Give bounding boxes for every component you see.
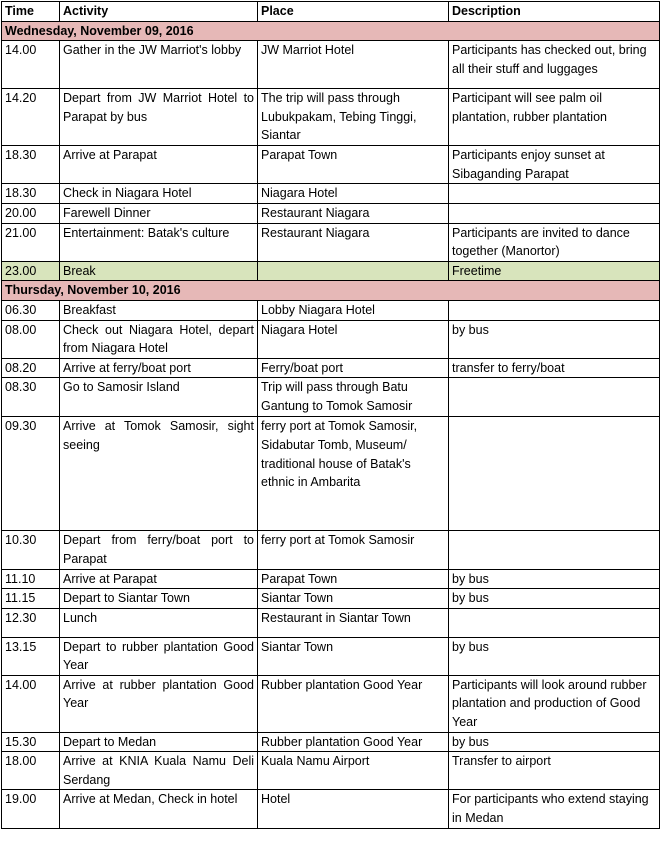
header-activity: Activity — [60, 2, 258, 22]
table-row — [2, 752, 660, 790]
cell-place: Niagara Hotel — [258, 184, 449, 204]
cell-description: by bus — [449, 732, 660, 752]
day-header: Thursday, November 10, 2016 — [2, 281, 660, 301]
cell-time: 14.00 — [2, 675, 60, 732]
cell-activity: Gather in the JW Marriot's lobby — [60, 41, 258, 89]
cell-time: 06.30 — [2, 300, 60, 320]
cell-place: Restaurant Niagara — [258, 223, 449, 261]
cell-description: by bus — [449, 569, 660, 589]
cell-place: ferry port at Tomok Samosir, Sidabutar Tomb, Museum/ traditional house of Batak's ethnic in Ambarita — [258, 417, 449, 531]
table-row — [2, 41, 660, 89]
table-row — [2, 531, 660, 569]
cell-time: 08.20 — [2, 358, 60, 378]
cell-time: 19.00 — [2, 790, 60, 829]
cell-activity: Arrive at ferry/boat port — [60, 358, 258, 378]
cell-place: Rubber plantation Good Year — [258, 732, 449, 752]
cell-time: 11.15 — [2, 589, 60, 609]
header-description: Description — [449, 2, 660, 22]
cell-activity: Arrive at rubber plantation Good Year — [60, 675, 258, 732]
cell-place: Restaurant Niagara — [258, 203, 449, 223]
cell-description: Participant will see palm oil plantation, rubber plantation — [449, 89, 660, 146]
cell-time: 18.30 — [2, 184, 60, 204]
cell-activity: Go to Samosir Island — [60, 378, 258, 417]
cell-description — [449, 417, 660, 531]
cell-place: Parapat Town — [258, 146, 449, 184]
cell-description: by bus — [449, 637, 660, 675]
table-row — [2, 358, 660, 378]
cell-activity: Arrive at Tomok Samosir, sight seeing — [60, 417, 258, 531]
cell-place: Trip will pass through Batu Gantung to Tomok Samosir — [258, 378, 449, 417]
table-row — [2, 378, 660, 417]
header-row — [2, 2, 660, 22]
table-row — [2, 608, 660, 637]
cell-description: Transfer to airport — [449, 752, 660, 790]
table-row — [2, 89, 660, 146]
cell-description — [449, 300, 660, 320]
cell-description: Participants are invited to dance together (Manortor) — [449, 223, 660, 261]
cell-time: 18.00 — [2, 752, 60, 790]
cell-time: 14.20 — [2, 89, 60, 146]
cell-time: 20.00 — [2, 203, 60, 223]
cell-time: 12.30 — [2, 608, 60, 637]
cell-activity: Depart from ferry/boat port to Parapat — [60, 531, 258, 569]
table-row — [2, 300, 660, 320]
cell-place — [258, 261, 449, 281]
cell-place: Parapat Town — [258, 569, 449, 589]
cell-place: Kuala Namu Airport — [258, 752, 449, 790]
table-row — [2, 637, 660, 675]
cell-time: 13.15 — [2, 637, 60, 675]
cell-description: Freetime — [449, 261, 660, 281]
cell-activity: Arrive at Parapat — [60, 146, 258, 184]
cell-time: 15.30 — [2, 732, 60, 752]
cell-activity: Farewell Dinner — [60, 203, 258, 223]
table-row — [2, 184, 660, 204]
cell-activity: Entertainment: Batak's culture — [60, 223, 258, 261]
cell-time: 11.10 — [2, 569, 60, 589]
table-row — [2, 203, 660, 223]
cell-place: Hotel — [258, 790, 449, 829]
cell-description — [449, 203, 660, 223]
cell-activity: Lunch — [60, 608, 258, 637]
cell-activity: Depart from JW Marriot Hotel to Parapat by bus — [60, 89, 258, 146]
table-row — [2, 732, 660, 752]
cell-place: Lobby Niagara Hotel — [258, 300, 449, 320]
cell-description: by bus — [449, 589, 660, 609]
table-row — [2, 569, 660, 589]
table-row — [2, 261, 660, 281]
table-row — [2, 675, 660, 732]
cell-place: Rubber plantation Good Year — [258, 675, 449, 732]
cell-description: Participants will look around rubber plantation and production of Good Year — [449, 675, 660, 732]
header-time: Time — [2, 2, 60, 22]
cell-description — [449, 184, 660, 204]
day-header-row — [2, 21, 660, 41]
cell-description — [449, 531, 660, 569]
cell-time: 18.30 — [2, 146, 60, 184]
cell-place: Restaurant in Siantar Town — [258, 608, 449, 637]
day-header-row — [2, 281, 660, 301]
table-row — [2, 589, 660, 609]
cell-activity: Check out Niagara Hotel, depart from Niagara Hotel — [60, 320, 258, 358]
cell-time: 21.00 — [2, 223, 60, 261]
cell-activity: Check in Niagara Hotel — [60, 184, 258, 204]
cell-activity: Depart to rubber plantation Good Year — [60, 637, 258, 675]
cell-time: 10.30 — [2, 531, 60, 569]
cell-activity: Depart to Medan — [60, 732, 258, 752]
cell-time: 14.00 — [2, 41, 60, 89]
cell-activity: Breakfast — [60, 300, 258, 320]
cell-time: 08.30 — [2, 378, 60, 417]
table-row — [2, 320, 660, 358]
cell-place: Siantar Town — [258, 637, 449, 675]
cell-place: Siantar Town — [258, 589, 449, 609]
cell-activity: Depart to Siantar Town — [60, 589, 258, 609]
cell-time: 08.00 — [2, 320, 60, 358]
cell-activity: Arrive at Medan, Check in hotel — [60, 790, 258, 829]
cell-place: The trip will pass through Lubukpakam, Tebing Tinggi, Siantar — [258, 89, 449, 146]
cell-description — [449, 608, 660, 637]
cell-description: transfer to ferry/boat — [449, 358, 660, 378]
header-place: Place — [258, 2, 449, 22]
cell-description: Participants enjoy sunset at Sibaganding Parapat — [449, 146, 660, 184]
day-header: Wednesday, November 09, 2016 — [2, 21, 660, 41]
cell-place: Niagara Hotel — [258, 320, 449, 358]
cell-description: by bus — [449, 320, 660, 358]
cell-time: 23.00 — [2, 261, 60, 281]
itinerary-body — [2, 21, 660, 829]
table-row — [2, 223, 660, 261]
cell-time: 09.30 — [2, 417, 60, 531]
cell-description: Participants has checked out, bring all their stuff and luggages — [449, 41, 660, 89]
table-row — [2, 417, 660, 531]
itinerary-table — [1, 1, 660, 829]
cell-place: Ferry/boat port — [258, 358, 449, 378]
cell-activity: Arrive at Parapat — [60, 569, 258, 589]
cell-description — [449, 378, 660, 417]
cell-activity: Arrive at KNIA Kuala Namu Deli Serdang — [60, 752, 258, 790]
cell-description: For participants who extend staying in Medan — [449, 790, 660, 829]
table-row — [2, 790, 660, 829]
cell-activity: Break — [60, 261, 258, 281]
table-row — [2, 146, 660, 184]
cell-place: JW Marriot Hotel — [258, 41, 449, 89]
cell-place: ferry port at Tomok Samosir — [258, 531, 449, 569]
